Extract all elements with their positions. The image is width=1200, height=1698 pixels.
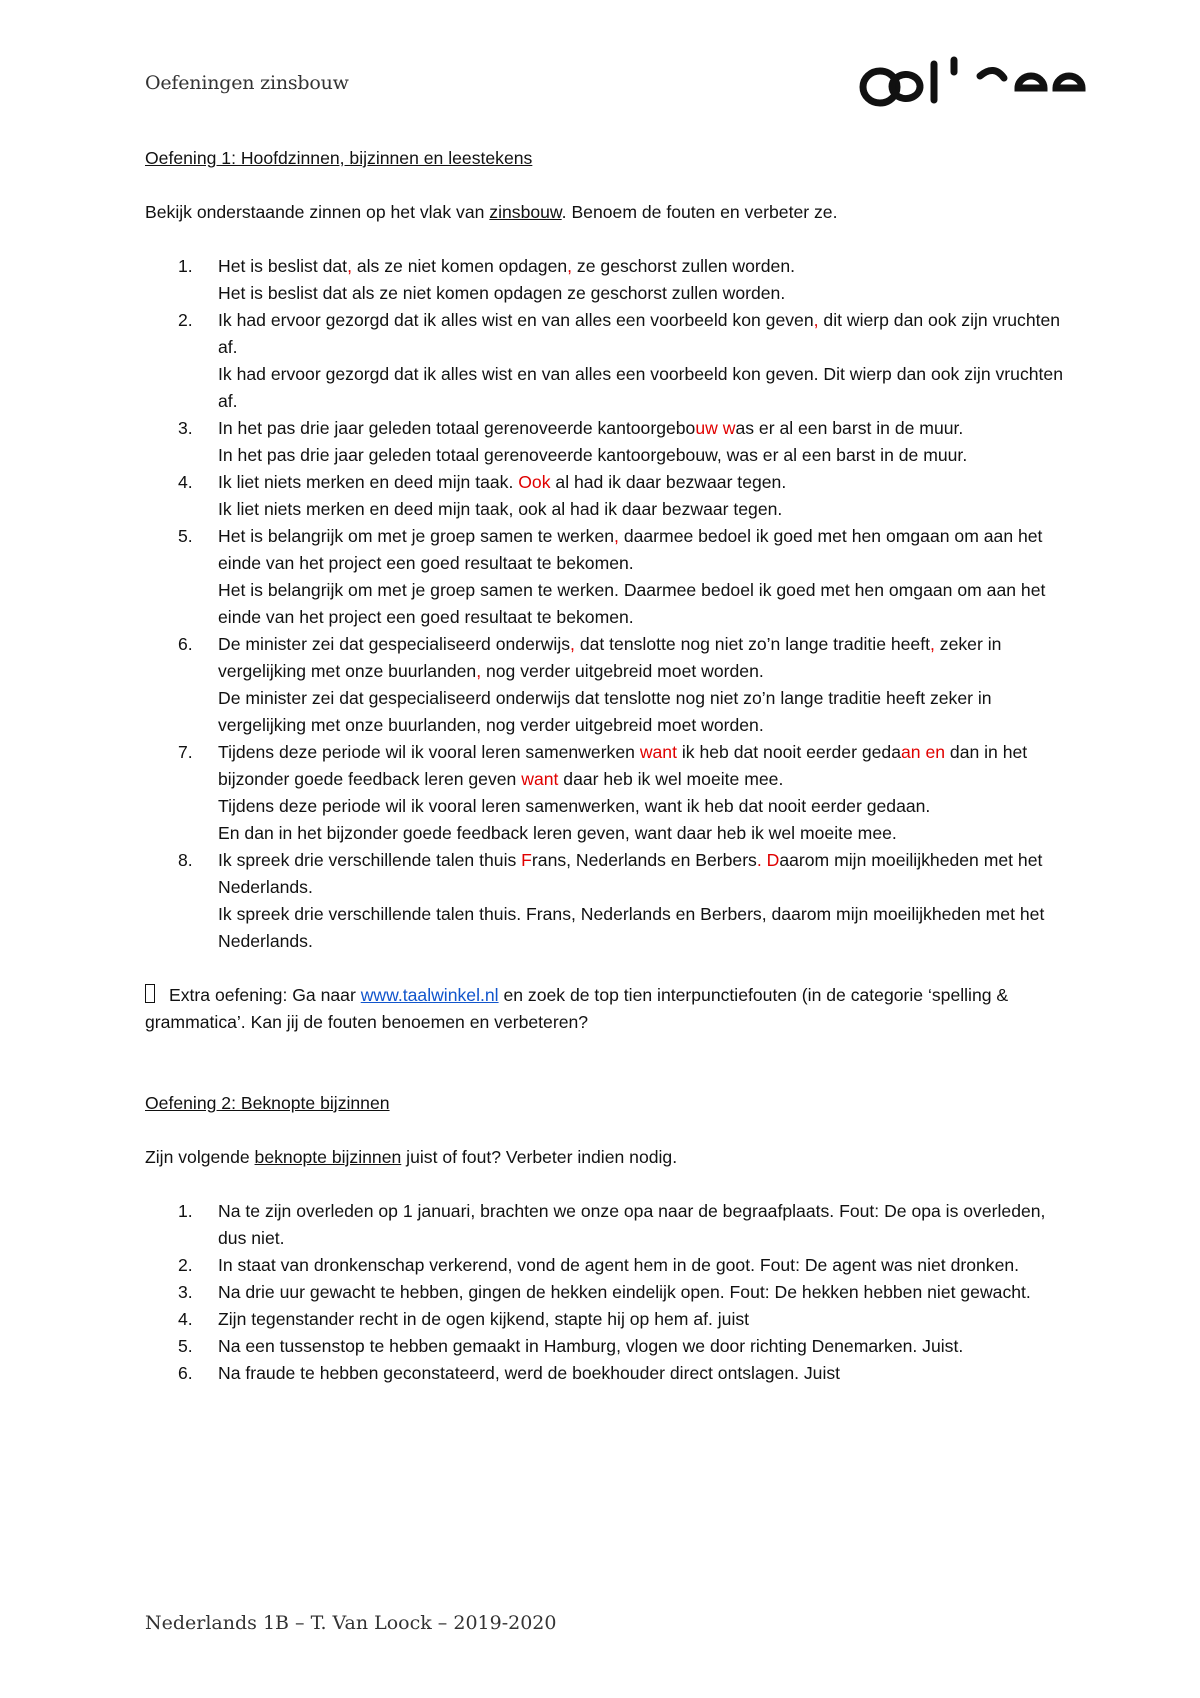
error-mark: ,: [570, 634, 575, 654]
original-sentence: De minister zei dat gespecialiseerd onderwijs, dat tenslotte nog niet zo’n lange traditie heeft, zeker in vergelijking met onze buurlanden, nog verder uitgebreid moet worden.: [218, 634, 1002, 681]
original-sentence: Tijdens deze periode wil ik vooral leren samenwerken want ik heb dat nooit eerder gedaan en dan in het bijzonder goede feedback leren geven want daar heb ik wel moeite mee.: [218, 742, 1028, 789]
extra-exercise: [145, 982, 1065, 1036]
list-item: [145, 1252, 1065, 1279]
list-item: [145, 523, 1065, 631]
header-title: Oefeningen zinsbouw: [145, 72, 349, 94]
corrected-sentence: Het is belangrijk om met je groep samen te werken. Daarmee bedoel ik goed met hen omgaan om aan het einde van het project een goed resultaat te bekomen.: [218, 580, 1046, 627]
error-mark: uw w: [695, 418, 736, 438]
corrected-sentence: Ik liet niets merken en deed mijn taak, ook al had ik daar bezwaar tegen.: [218, 499, 783, 519]
error-mark: . D: [756, 850, 780, 870]
error-mark: want: [639, 742, 677, 762]
document-body: [145, 145, 1065, 1387]
corrected-sentence: Ik spreek drie verschillende talen thuis. Frans, Nederlands en Berbers, daarom mijn moeilijkheden met het Nederlands.: [218, 904, 1045, 951]
item-number: 6.: [178, 1363, 193, 1383]
list-item: [145, 253, 1065, 307]
instruction-text: juist of fout? Verbeter indien nodig.: [401, 1147, 678, 1167]
corrected-sentence: Ik had ervoor gezorgd dat ik alles wist en van alles een voorbeeld kon geven. Dit wierp dan ook zijn vruchten af.: [218, 364, 1063, 411]
item-number: 1.: [178, 256, 193, 276]
corrected-sentence: De minister zei dat gespecialiseerd onderwijs dat tenslotte nog niet zo’n lange traditie heeft zeker in vergelijking met onze buurlanden, nog verder uitgebreid moet worden.: [218, 688, 992, 735]
item-number: 6.: [178, 634, 193, 654]
exercise1-list: [145, 253, 1065, 955]
error-mark: F: [521, 850, 532, 870]
error-mark: ,: [567, 256, 573, 276]
list-item: [145, 739, 1065, 847]
error-mark: ,: [476, 661, 482, 681]
item-number: 4.: [178, 472, 193, 492]
exercise2-title: Oefening 2: Beknopte bijzinnen: [145, 1093, 390, 1113]
error-mark: Ook: [518, 472, 551, 492]
instruction-underlined: beknopte bijzinnen: [254, 1147, 402, 1167]
list-item: [145, 847, 1065, 955]
list-item: [145, 469, 1065, 523]
instruction-underlined: zinsbouw: [489, 202, 562, 222]
item-number: 3.: [178, 1282, 193, 1302]
instruction-text: . Benoem de fouten en verbeter ze.: [561, 202, 838, 222]
error-mark: an en: [900, 742, 946, 762]
original-sentence: Ik spreek drie verschillende talen thuis Frans, Nederlands en Berbers. Daarom mijn moeilijkheden met het Nederlands.: [218, 850, 1043, 897]
extra-text: en zoek de top tien interpunctiefouten (in de categorie ‘spelling & grammatica’. Kan jij de fouten benoemen en verbeteren?: [145, 985, 1009, 1032]
corrected-sentence: Tijdens deze periode wil ik vooral leren samenwerken, want ik heb dat nooit eerder gedaan.: [218, 796, 931, 816]
item-number: 1.: [178, 1201, 193, 1221]
item-number: 2.: [178, 1255, 193, 1275]
instruction-text: Bekijk onderstaande zinnen op het vlak van: [145, 202, 490, 222]
item-text: Na fraude te hebben geconstateerd, werd de boekhouder direct ontslagen. Juist: [218, 1363, 841, 1383]
item-number: 5.: [178, 526, 193, 546]
corrected-sentence: In het pas drie jaar geleden totaal gerenoveerde kantoorgebouw, was er al een barst in de muur.: [218, 445, 968, 465]
original-sentence: Ik had ervoor gezorgd dat ik alles wist en van alles een voorbeeld kon geven, dit wierp dan ook zijn vruchten af.: [218, 310, 1061, 357]
original-sentence: Het is belangrijk om met je groep samen te werken, daarmee bedoel ik goed met hen omgaan om aan het einde van het project een goed resultaat te bekomen.: [218, 526, 1043, 573]
item-text: Na te zijn overleden op 1 januari, brachten we onze opa naar de begraafplaats. Fout: De opa is overleden, dus niet.: [218, 1201, 1046, 1248]
item-number: 7.: [178, 742, 193, 762]
list-item: [145, 1306, 1065, 1333]
list-item: [145, 1198, 1065, 1252]
odisee-logo: [858, 50, 1098, 110]
error-mark: want: [521, 769, 559, 789]
list-item: [145, 307, 1065, 415]
exercise1-instruction: [145, 199, 1065, 226]
original-sentence: Ik liet niets merken en deed mijn taak. Ook al had ik daar bezwaar tegen.: [218, 472, 787, 492]
item-text: Na drie uur gewacht te hebben, gingen de hekken eindelijk open. Fout: De hekken hebben niet gewacht.: [218, 1282, 1031, 1302]
original-sentence: Het is beslist dat, als ze niet komen opdagen, ze geschorst zullen worden.: [218, 256, 796, 276]
item-number: 2.: [178, 310, 193, 330]
error-mark: ,: [813, 310, 819, 330]
instruction-text: Zijn volgende: [145, 1147, 255, 1167]
original-sentence: In het pas drie jaar geleden totaal gerenoveerde kantoorgebouw was er al een barst in de muur.: [218, 418, 964, 438]
item-text: In staat van dronkenschap verkerend, vond de agent hem in de goot. Fout: De agent was niet dronken.: [218, 1255, 1020, 1275]
item-number: 3.: [178, 418, 193, 438]
checkbox-icon: [145, 984, 155, 1003]
error-mark: ,: [614, 526, 619, 546]
item-number: 4.: [178, 1309, 193, 1329]
footer-text: Nederlands 1B – T. Van Loock – 2019-2020: [145, 1612, 557, 1634]
error-mark: ,: [347, 256, 352, 276]
taalwinkel-link[interactable]: www.taalwinkel.nl: [360, 985, 499, 1005]
exercise1-title: Oefening 1: Hoofdzinnen, bijzinnen en leestekens: [145, 148, 533, 168]
item-number: 5.: [178, 1336, 193, 1356]
exercise2-instruction: [145, 1144, 1065, 1171]
item-text: Na een tussenstop te hebben gemaakt in Hamburg, vlogen we door richting Denemarken. Juist.: [218, 1336, 964, 1356]
item-number: 8.: [178, 850, 193, 870]
corrected-sentence: En dan in het bijzonder goede feedback leren geven, want daar heb ik wel moeite mee.: [218, 823, 897, 843]
corrected-sentence: Het is beslist dat als ze niet komen opdagen ze geschorst zullen worden.: [218, 283, 786, 303]
list-item: [145, 1360, 1065, 1387]
list-item: [145, 1279, 1065, 1306]
item-text: Zijn tegenstander recht in de ogen kijkend, stapte hij op hem af. juist: [218, 1309, 750, 1329]
extra-text: Extra oefening: Ga naar: [169, 985, 361, 1005]
error-mark: ,: [930, 634, 935, 654]
list-item: [145, 631, 1065, 739]
exercise2-list: [145, 1198, 1065, 1387]
list-item: [145, 415, 1065, 469]
list-item: [145, 1333, 1065, 1360]
